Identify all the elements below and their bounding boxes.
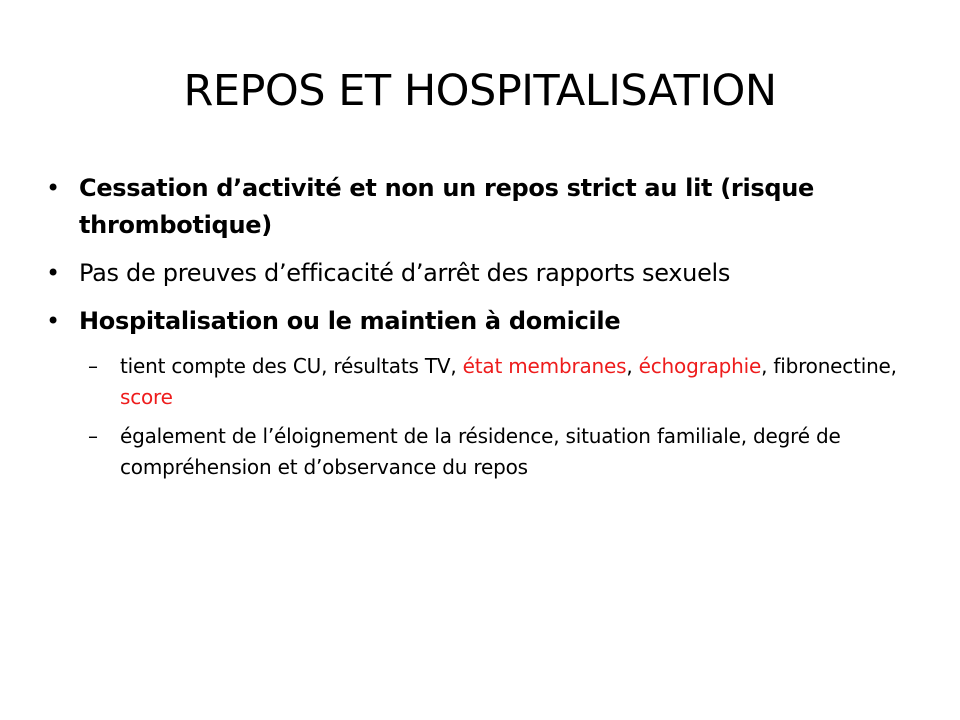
bullet-item (46, 170, 926, 244)
sub-item (46, 421, 926, 483)
dash-marker: – (88, 354, 98, 378)
slide-body (46, 170, 926, 491)
bullet-text: Pas de preuves d’efficacité d’arrêt des rapports sexuels (79, 259, 731, 287)
bullet-item (46, 255, 926, 292)
sub-text: , fibronectine, (761, 354, 897, 378)
sub-text: également de l’éloignement de la résidence, situation familiale, degré de compréhension et d’observance du repos (120, 424, 841, 479)
dash-marker: – (88, 424, 98, 448)
sub-text: , (626, 354, 639, 378)
slide-title: REPOS ET HOSPITALISATION (183, 66, 777, 116)
highlight-echographie: échographie (638, 354, 762, 378)
bullet-text: Cessation d’activité et non un repos strict au lit (risque thrombotique) (79, 174, 815, 239)
sub-text: tient compte des CU, résultats TV, (120, 354, 463, 378)
bullet-text: Hospitalisation ou le maintien à domicile (79, 307, 621, 335)
sub-item (46, 351, 926, 413)
bullet-item (46, 303, 926, 340)
bullet-marker: • (46, 259, 60, 287)
highlight-membranes: état membranes (462, 354, 627, 378)
highlight-score: score (120, 385, 173, 409)
bullet-marker: • (46, 307, 60, 335)
bullet-marker: • (46, 174, 60, 202)
